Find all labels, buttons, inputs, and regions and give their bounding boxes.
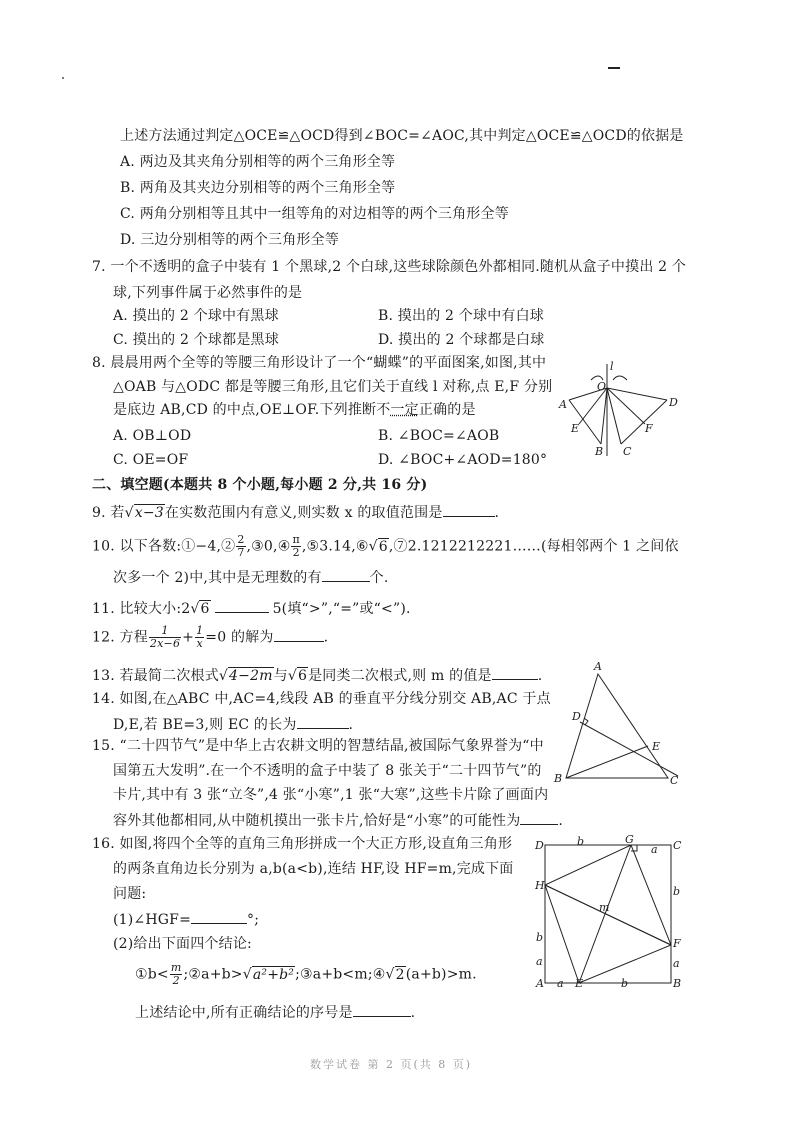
q10-line1: 10. 以下各数:①−4,② $\frac{2}{7}$ ,③0,④ $\frac{\pi}{2}$ ,⑤3.14,⑥√6,⑦2.1212212221……(每相邻两个 1 之间依 [92,533,679,559]
label-g: G [625,835,634,846]
q16-line3: 问题: [113,886,147,902]
right-angle-mark [584,718,588,725]
label-a: A [559,398,567,411]
q7-option-a: A. 摸出的 2 个球中有黑球 [113,308,279,324]
q16-line2: 的两条直角边长分别为 a,b(a<b),连结 HF,设 HF=m,完成下面 [113,861,514,877]
q15-line3: 卡片,其中有 3 张“立冬”,4 张“小寒”,1 张“大寒”,这些卡片除了画面内 [113,787,549,803]
label-b-right: b [673,885,681,898]
label-b: B [595,445,604,458]
label-e: E [575,977,584,990]
q8-option-b: B. ∠BOC=∠AOB [378,428,500,444]
q8-option-c: C. OE=OF [113,452,189,468]
label-b: B [554,772,563,785]
q7-option-d: D. 摸出的 2 个球都是白球 [378,332,545,348]
q12-line: 12. 方程 $\frac{1}{2x-6}$ + $\frac{1}{x}$ =0 的解为 . [92,624,329,650]
label-b-bottom: b [621,977,629,990]
q12-answer-blank[interactable] [274,627,324,642]
fraction-pi-2: $\frac{\pi}{2}$ [292,533,300,559]
label-b-left: b [536,931,544,944]
q10-line2: 次多一个 2)中,其中是无理数的有 个. [113,567,389,587]
q16-sub2: (2)给出下面四个结论: [113,936,252,952]
segment-oc [607,388,621,444]
q6-option-b: B. 两角及其夹边分别相等的两个三角形全等 [120,180,396,196]
q15-line1: 15. “二十四节气”是中华上古农耕文明的智慧结晶,被国际气象界誉为“中 [92,738,544,754]
q13-answer-blank[interactable] [492,665,538,680]
q15-answer-blank[interactable] [520,810,558,825]
arc-right [613,376,627,380]
q8-option-d: D. ∠BOC+∠AOD=180° [378,452,548,468]
segment-ob [601,388,607,444]
label-e: E [652,740,661,753]
scan-dot [62,77,64,79]
inner-square-hgfe [545,845,671,983]
q13-line: 13. 若最简二次根式√4−2m与√6是同类二次根式,则 m 的值是 . [92,665,542,685]
label-b-corner: B [673,977,682,990]
label-c: C [670,774,679,785]
label-a-corner: A [536,977,544,990]
q6-option-c: C. 两角分别相等且其中一组等角的对边相等的两个三角形全等 [120,206,509,222]
q7-line2: 球,下列事件属于必然事件的是 [113,285,303,301]
q7-option-c: C. 摸出的 2 个球都是黑球 [113,332,279,348]
fraction-2-7: $\frac{2}{7}$ [237,533,245,559]
q16-angle-answer-blank[interactable] [191,909,247,924]
q7-option-b: B. 摸出的 2 个球中有白球 [378,308,544,324]
label-c: C [623,445,632,458]
label-a-right: a [673,957,680,970]
q6-option-a: A. 两边及其夹角分别相等的两个三角形全等 [120,154,396,170]
perpendicular-bisector [580,722,678,776]
label-o: O [597,380,607,393]
label-a-bottom: a [557,977,564,990]
q16-answer-blank[interactable] [353,1002,411,1017]
label-l: l [610,360,614,373]
label-f: F [673,937,681,950]
q15-line4: 容外其他都相同,从中随机摸出一张卡片,恰好是“小寒”的可能性为 . [113,810,563,830]
segment-be [566,746,648,778]
q9-line: 9. 若√x−3在实数范围内有意义,则实数 x 的取值范围是 . [92,502,499,522]
fraction-1-over-2x-6: $\frac{1}{2x-6}$ [149,624,181,650]
fraction-1-over-x: $\frac{1}{x}$ [196,624,204,650]
q8-line1: 8. 晨晨用两个全等的等腰三角形设计了一个“蝴蝶”的平面图案,如图,其中 [92,355,547,371]
scan-mark [608,67,620,69]
triangle-figure [550,660,690,785]
q11-answer-blank[interactable] [215,598,269,613]
fraction-m-2: $\frac{m}{2}$ [170,961,182,987]
q6-intro: 上述方法通过判定△OCE≌△OCD得到∠BOC=∠AOC,其中判定△OCE≌△OCD的依据是 [120,128,684,144]
q6-option-d: D. 三边分别相等的两个三角形全等 [120,232,340,248]
butterfly-figure [555,360,685,460]
square-figure [533,835,688,995]
q10-answer-blank[interactable] [322,567,370,582]
label-d: D [669,396,678,409]
page-footer: 数学试卷 第 2 页(共 8 页) [310,1058,473,1071]
q14-answer-blank[interactable] [297,714,349,729]
label-a-left: a [536,955,543,968]
q16-sub1: (1)∠HGF= °; [113,909,259,929]
q14-line2: D,E,若 BE=3,则 EC 的长为 . [113,714,353,734]
label-d: D [535,839,544,852]
label-d: D [572,710,581,723]
label-e: E [571,422,580,435]
q8-emphasis: 一定 [390,402,419,418]
outer-square [545,845,671,983]
q7-line1: 7. 一个不透明的盒子中装有 1 个黑球,2 个白球,这些球除颜色外都相同.随机从盒子中摸出 2 个 [92,259,687,275]
q16-conclusions: ①b< $\frac{m}{2}$ ;②a+b>√a²+b²;③a+b<m;④√2(a+b)>m. [135,961,477,987]
q9-answer-blank[interactable] [443,502,495,517]
label-b-top: b [577,835,585,848]
label-f: F [645,422,653,435]
label-h: H [535,879,545,892]
q8-line3: 是底边 AB,CD 的中点,OE⊥OF.下列推断不一定正确的是 [113,402,476,418]
label-a: A [594,660,602,673]
q11-line: 11. 比较大小:2√6 5(填“>”,“=”或“<”). [92,598,411,618]
segment-od [607,388,667,400]
section2-title: 二、填空题(本题共 8 个小题,每小题 2 分,共 16 分) [92,477,428,493]
q8-option-a: A. OB⊥OD [113,428,192,444]
label-a-top: a [651,843,658,856]
segment-oe [579,388,607,424]
q15-line2: 国第五大发明”.在一个不透明的盒子中装了 8 张关于“二十四节气”的 [113,763,542,779]
label-c: C [673,839,682,852]
q14-line1: 14. 如图,在△ABC 中,AC=4,线段 AB 的垂直平分线分别交 AB,AC 于点 [92,691,551,707]
q16-final: 上述结论中,所有正确结论的序号是 . [135,1002,415,1022]
segment-dc [621,400,667,444]
segment-of [607,388,645,424]
label-m: m [599,901,610,914]
q8-line2: △OAB 与△ODC 都是等腰三角形,且它们关于直线 l 对称,点 E,F 分别 [113,379,553,395]
q16-line1: 16. 如图,将四个全等的直角三角形拼成一个大正方形,设直角三角形 [92,836,513,852]
diagonal [545,885,671,945]
